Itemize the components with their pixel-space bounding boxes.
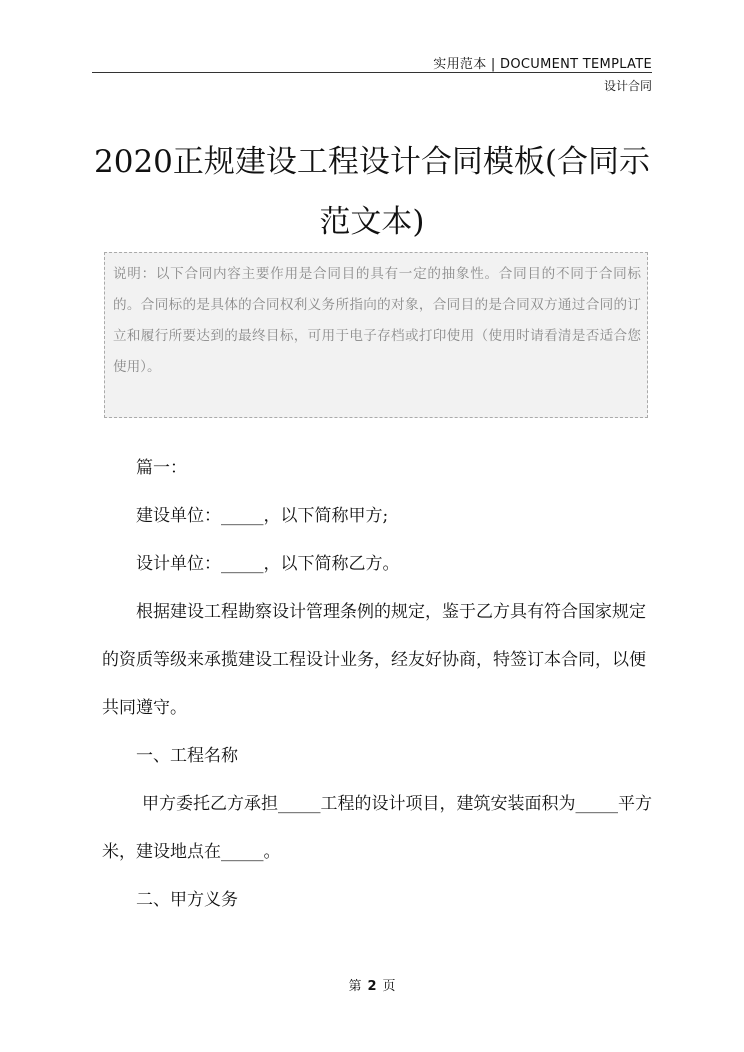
page-footer xyxy=(0,975,744,994)
description-box: 说明：以下合同内容主要作用是合同目的具有一定的抽象性。合同目的不同于合同标的。合同标的是具体的合同权利义务所指向的对象，合同目的是合同双方通过合同的订立和履行所要达到的最终目标，可用于电子存档或打印使用（使用时请看清是否适合您使用）。 xyxy=(104,252,648,418)
page-suffix: 页 xyxy=(382,979,396,994)
header-template-label: 实用范本 | DOCUMENT TEMPLATE xyxy=(433,57,652,72)
clause-heading-2: 二、甲方义务 xyxy=(136,890,238,910)
preamble-paragraph: 根据建设工程勘察设计管理条例的规定，鉴于乙方具有符合国家规定的资质等级来承揽建设工程设计业务，经友好协商，特签订本合同，以便共同遵守。 xyxy=(102,602,646,718)
page-number: 2 xyxy=(367,979,377,994)
page-prefix: 第 xyxy=(348,979,362,994)
clause-paragraph-1: 甲方委托乙方承担_____工程的设计项目，建筑安装面积为_____平方米，建设地点在_____。 xyxy=(102,794,652,862)
party-b-line: 设计单位：_____，以下简称乙方。 xyxy=(136,554,400,574)
section-label: 篇一： xyxy=(136,458,187,478)
party-a-line: 建设单位：_____，以下简称甲方; xyxy=(136,506,389,526)
header-divider xyxy=(92,72,652,73)
document-title: 2020正规建设工程设计合同模板(合同示范文本) xyxy=(94,144,650,240)
header-category: 设计合同 xyxy=(603,79,652,93)
contract-body xyxy=(102,444,654,924)
clause-heading-1: 一、工程名称 xyxy=(136,746,238,766)
